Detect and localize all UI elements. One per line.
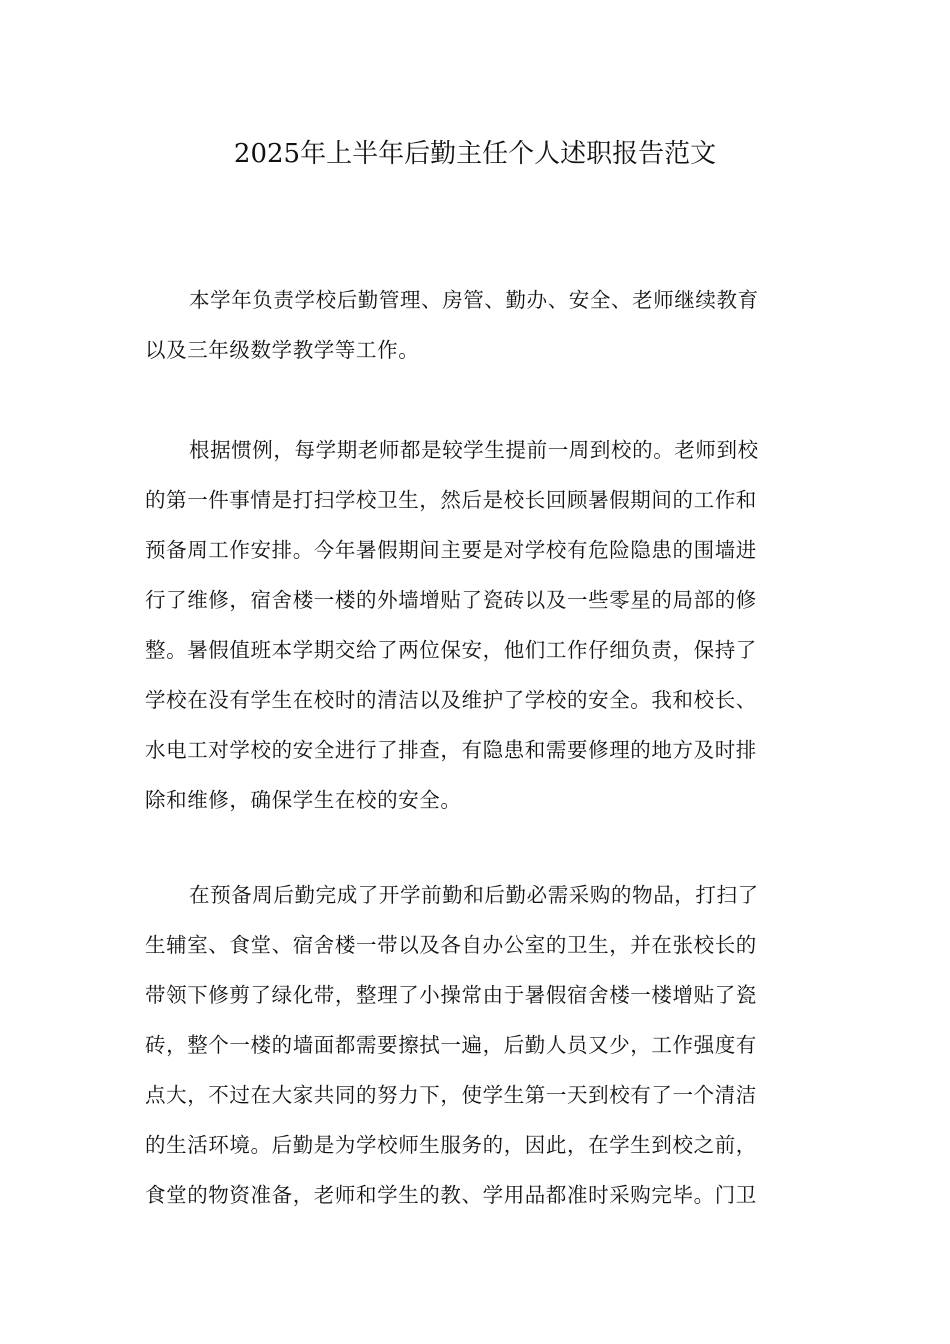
document-title: 2025年上半年后勤主任个人述职报告范文 — [233, 139, 717, 169]
paragraph-line: 除和维修，确保学生在校的安全。 — [145, 788, 462, 812]
paragraph-line: 本学年负责学校后勤管理、房管、勤办、安全、老师继续教育 — [189, 288, 759, 312]
paragraph-2 — [145, 425, 805, 825]
paragraph-line: 的第一件事情是打扫学校卫生，然后是校长回顾暑假期间的工作和 — [145, 488, 757, 512]
paragraph-line: 点大，不过在大家共同的努力下，使学生第一天到校有了一个清洁 — [145, 1083, 757, 1107]
paragraph-line: 水电工对学校的安全进行了排查，有隐患和需要修理的地方及时排 — [145, 738, 757, 762]
paragraph-line: 带领下修剪了绿化带，整理了小操常由于暑假宿舍楼一楼增贴了瓷 — [145, 983, 757, 1007]
paragraph-line: 砖，整个一楼的墙面都需要擦拭一遍，后勤人员又少，工作强度有 — [145, 1033, 757, 1057]
paragraph-line: 行了维修，宿舍楼一楼的外墙增贴了瓷砖以及一些零星的局部的修 — [145, 588, 757, 612]
paragraph-line: 食堂的物资准备，老师和学生的教、学用品都准时采购完毕。门卫 — [145, 1183, 757, 1207]
paragraph-1 — [145, 275, 805, 375]
paragraph-line: 在预备周后勤完成了开学前勤和后勤必需采购的物品，打扫了 — [189, 883, 759, 907]
paragraph-line: 生辅室、食堂、宿舍楼一带以及各自办公室的卫生，并在张校长的 — [145, 933, 757, 957]
paragraph-line: 整。暑假值班本学期交给了两位保安，他们工作仔细负责，保持了 — [145, 638, 757, 662]
paragraph-line: 以及三年级数学教学等工作。 — [145, 338, 420, 362]
paragraph-line: 的生活环境。后勤是为学校师生服务的，因此，在学生到校之前， — [145, 1133, 757, 1157]
paragraph-3 — [145, 870, 805, 1220]
paragraph-line: 根据惯例，每学期老师都是较学生提前一周到校的。老师到校 — [189, 438, 759, 462]
paragraph-line: 学校在没有学生在校时的清洁以及维护了学校的安全。我和校长、 — [145, 688, 757, 712]
paragraph-line: 预备周工作安排。今年暑假期间主要是对学校有危险隐患的围墙进 — [145, 538, 757, 562]
